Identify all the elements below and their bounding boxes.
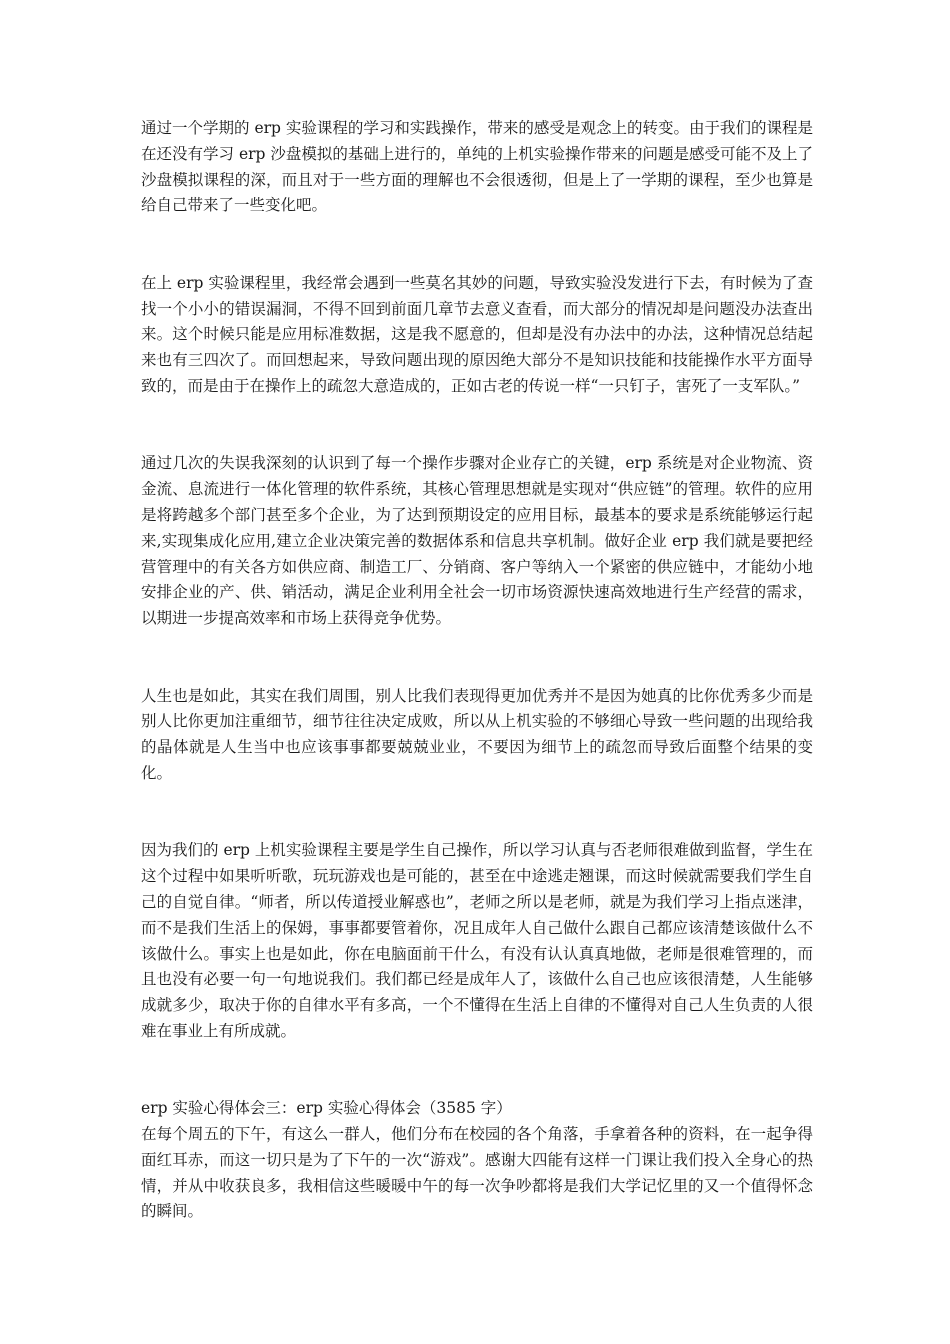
paragraph-spacer [141,400,813,452]
paragraph-2: 在上 erp 实验课程里，我经常会遇到一些莫名其妙的问题，导致实验没发进行下去，有时候为了查找一个小小的错误漏洞，不得不回到前面几章节去意义查看，而大部分的情况却是问题没办法查出来。这个时候只能是应用标准数据，这是我不愿意的，但却是没有办法中的办法，这种情况总结起来也有三四次了。而回想起来，导致问题出现的原因绝大部分不是知识技能和技能操作水平方面导致的，而是由于在操作上的疏忽大意造成的，正如古老的传说一样“一只钉子，害死了一支军队。” [141,273,813,395]
section-heading: erp 实验心得体会三：erp 实验心得体会（3585 字） [141,1099,512,1118]
paragraph-1: 通过一个学期的 erp 实验课程的学习和实践操作，带来的感受是观念上的转变。由于我们的课程是在还没有学习 erp 沙盘模拟的基础上进行的，单纯的上机实验操作带来的问题是感受可能不及上了沙盘模拟课程的深，而且对于一些方面的理解也不会很透彻，但是上了一学期的课程，至少也算是给自己带来了一些变化吧。 [141,119,813,215]
document-body [141,116,813,1225]
paragraph-6: 在每个周五的下午，有这么一群人，他们分布在校园的各个角落，手拿着各种的资料，在一起争得面红耳赤，而这一切只是为了下午的一次“游戏”。感谢大四能有这样一门课让我们投入全身心的热情，并从中收获良多，我相信这些暖暖中午的每一次争吵都将是我们大学记忆里的又一个值得怀念的瞬间。 [141,1125,813,1221]
paragraph-4: 人生也是如此，其实在我们周围，别人比我们表现得更加优秀并不是因为她真的比你优秀多少而是别人比你更加注重细节，细节往往决定成败，所以从上机实验的不够细心导致一些问题的出现给我的晶体就是人生当中也应该事事都要兢兢业业，不要因为细节上的疏忽而导致后面整个结果的变化。 [141,686,813,782]
paragraph-spacer [141,787,813,839]
paragraph-spacer [141,1045,813,1097]
paragraph-5: 因为我们的 erp 上机实验课程主要是学生自己操作，所以学习认真与否老师很难做到监督，学生在这个过程中如果听听歌，玩玩游戏也是可能的，甚至在中途逃走翘课，而这时候就需要我们学生自己的自觉自律。“师者，所以传道授业解惑也”，老师之所以是老师，就是为我们学习上指点迷津，而不是我们生活上的保姆，事事都要管着你，况且成年人自己做什么跟自己都应该清楚该做什么不该做什么。事实上也是如此，你在电脑面前干什么，有没有认认真真地做，老师是很难管理的，而且也没有必要一句一句地说我们。我们都已经是成年人了，该做什么自己也应该很清楚，人生能够成就多少，取决于你的自律水平有多高，一个不懂得在生活上自律的不懂得对自己人生负责的人很难在事业上有所成就。 [141,841,813,1040]
paragraph-spacer [141,632,813,684]
paragraph-3: 通过几次的失误我深刻的认识到了每一个操作步骤对企业存亡的关键，erp 系统是对企业物流、资金流、息流进行一体化管理的软件系统，其核心管理思想就是实现对“供应链”的管理。软件的应用是将跨越多个部门甚至多个企业，为了达到预期设定的应用目标，最基本的要求是系统能够运行起来,实现集成化应用,建立企业决策完善的数据体系和信息共享机制。做好企业 erp 我们就是要把经营管理中的有关各方如供应商、制造工厂、分销商、客户等纳入一个紧密的供应链中，才能幼小地安排企业的产、供、销活动，满足企业利用全社会一切市场资源快速高效地进行生产经营的需求，以期进一步提高效率和市场上获得竞争优势。 [141,454,813,628]
paragraph-spacer [141,219,813,271]
